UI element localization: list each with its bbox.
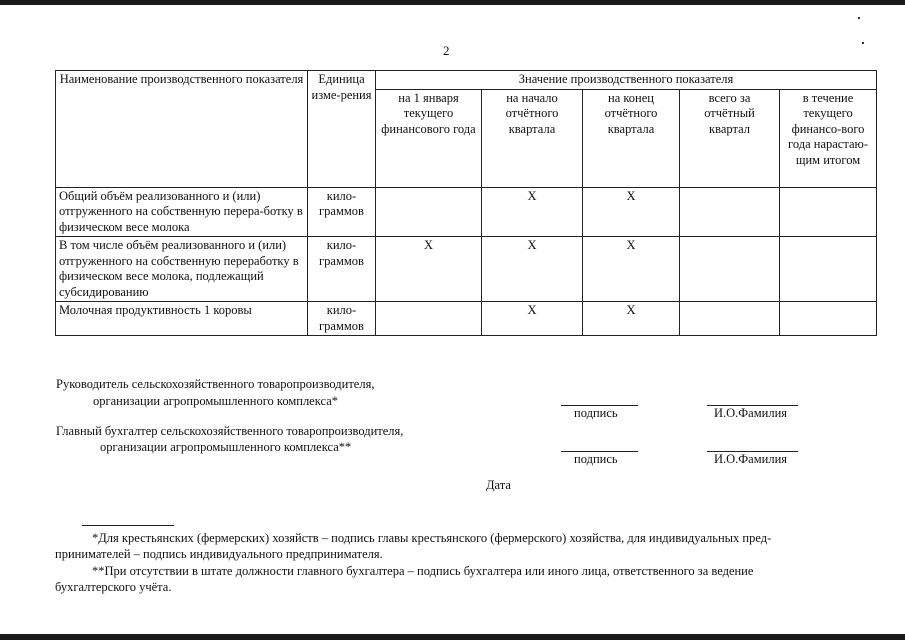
header-quarter-total: всего за отчётный квартал: [680, 89, 780, 187]
header-quarter-start: на начало отчётного квартала: [482, 89, 583, 187]
table-header-row: [56, 71, 877, 90]
table-row: [56, 187, 877, 237]
row-cell: X: [583, 302, 680, 336]
footnote-separator: [82, 525, 174, 526]
table-row: [56, 237, 877, 302]
footnote-2-line1: **При отсутствии в штате должности главного бухгалтера – подпись бухгалтера или иного лица, ответственного за ведение: [92, 564, 754, 578]
row-cell: [780, 237, 877, 302]
row-unit: кило-граммов: [308, 302, 376, 336]
date-label: Дата: [486, 478, 511, 492]
row-cell: [680, 302, 780, 336]
row-unit: кило-граммов: [308, 237, 376, 302]
indicators-table: [55, 70, 877, 336]
row-cell: [780, 187, 877, 237]
footnote-1-line1: *Для крестьянских (фермерских) хозяйств – подпись главы крестьянского (фермерского) хозяйства, для индивидуальных пред-: [92, 531, 772, 545]
row-cell: [780, 302, 877, 336]
scan-speck: [858, 17, 860, 19]
row-name: В том числе объём реализованного и (или) отгруженного на собственную переработку в физическом весе молока, подлежащий субсидированию: [56, 237, 308, 302]
footnote-2-line2: бухгалтерского учёта.: [55, 580, 172, 594]
footnote-1-line2: принимателей – подпись индивидуального предпринимателя.: [55, 547, 383, 561]
row-name: Молочная продуктивность 1 коровы: [56, 302, 308, 336]
table-row: [56, 302, 877, 336]
row-unit: кило-граммов: [308, 187, 376, 237]
header-value-group: Значение производственного показателя: [376, 71, 877, 90]
accountant-title-line2: организации агропромышленного комплекса**: [100, 440, 352, 454]
row-cell: X: [482, 302, 583, 336]
head-name-caption: И.О.Фамилия: [714, 406, 788, 420]
accountant-name-caption: И.О.Фамилия: [714, 452, 788, 466]
row-cell: X: [583, 187, 680, 237]
header-jan1: на 1 января текущего финансового года: [376, 89, 482, 187]
row-cell: X: [583, 237, 680, 302]
head-sign-caption: подпись: [574, 406, 618, 420]
head-title-line1: Руководитель сельскохозяйственного товаропроизводителя,: [56, 377, 375, 391]
row-cell: X: [482, 187, 583, 237]
row-cell: [376, 187, 482, 237]
page-number: 2: [443, 43, 450, 58]
header-indicator-name: Наименование производственного показателя: [56, 71, 308, 188]
row-cell: X: [376, 237, 482, 302]
row-cell: [680, 237, 780, 302]
scan-speck: [862, 42, 864, 44]
accountant-sign-caption: подпись: [574, 452, 618, 466]
scan-bottom-border: [0, 634, 905, 640]
row-cell: [680, 187, 780, 237]
header-ytd: в течение текущего финансо-вого года нарастаю-щим итогом: [780, 89, 877, 187]
head-title-line2: организации агропромышленного комплекса*: [93, 394, 338, 408]
header-quarter-end: на конец отчётного квартала: [583, 89, 680, 187]
row-cell: [376, 302, 482, 336]
scan-top-border: [0, 0, 905, 5]
header-unit: Единица изме-рения: [308, 71, 376, 188]
row-name: Общий объём реализованного и (или) отгруженного на собственную перера-ботку в физическом весе молока: [56, 187, 308, 237]
row-cell: X: [482, 237, 583, 302]
accountant-title-line1: Главный бухгалтер сельскохозяйственного товаропроизводителя,: [56, 424, 404, 438]
